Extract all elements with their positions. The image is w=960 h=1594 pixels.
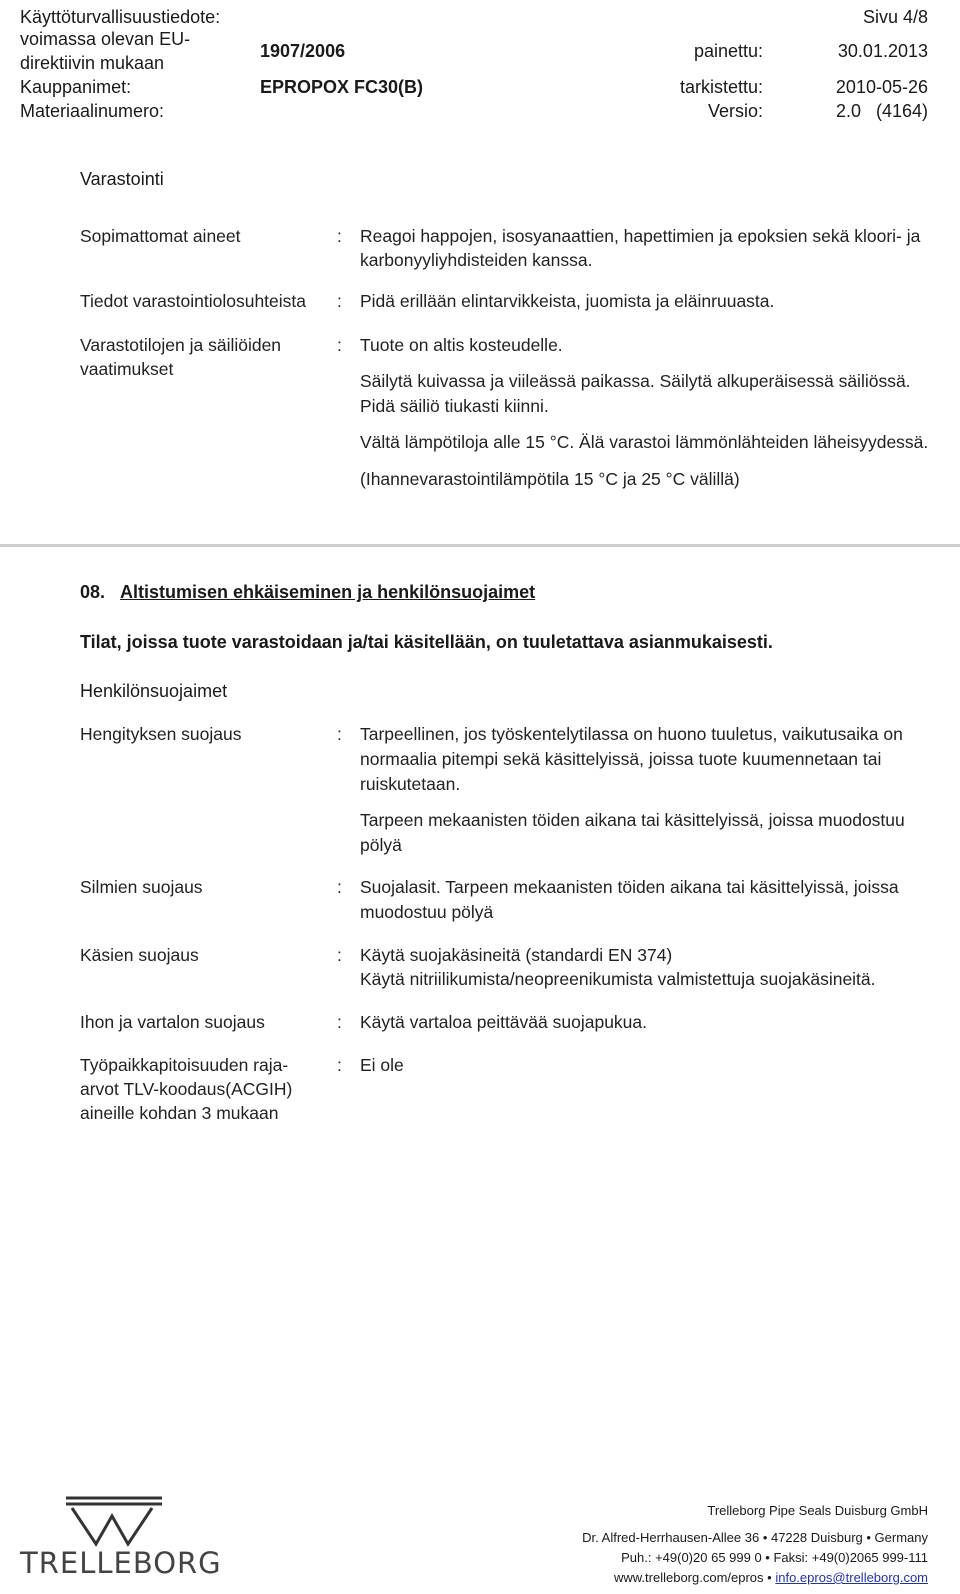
website-link[interactable]: www.trelleborg.com/epros •: [613, 1570, 772, 1585]
company-address: Dr. Alfred-Herrhausen-Allee 36 • 47228 Duisburg • Germany: [582, 1530, 928, 1545]
exposure-limits-label-1: Työpaikkapitoisuuden raja-: [80, 1055, 289, 1075]
hand-protection-label: Käsien suojaus: [80, 945, 199, 965]
section-number: 08.: [80, 582, 106, 602]
colon: :: [337, 291, 342, 311]
trelleborg-logo: [14, 1486, 222, 1586]
company-name: Trelleborg Pipe Seals Duisburg GmbH: [707, 1503, 928, 1518]
storage-conditions-text: Pidä erillään elintarvikkeista, juomista ja eläinruuasta.: [360, 291, 775, 311]
storage-requirements-text-2: Säilytä kuivassa ja viileässä paikassa. Säilytä alkuperäisessä säiliössä.: [360, 371, 911, 391]
section-divider: [0, 544, 960, 547]
trade-name: EPROPOX FC30(B): [260, 77, 424, 97]
logo-text: TRELLEBORG: [20, 1546, 222, 1580]
material-number-label: Materiaalinumero:: [20, 101, 165, 121]
colon: :: [337, 877, 342, 897]
version-code: (4164): [875, 101, 928, 121]
respiratory-protection-text-1: Tarpeellinen, jos työskentelytilassa on huono tuuletus, vaikutusaika on: [360, 724, 903, 744]
regulation-number: 1907/2006: [260, 41, 346, 61]
colon: :: [337, 1012, 342, 1032]
skin-protection-label: Ihon ja vartalon suojaus: [80, 1012, 265, 1032]
exposure-limits-label-2: arvot TLV-koodaus(ACGIH): [80, 1079, 293, 1099]
ventilation-note: Tilat, joissa tuote varastoidaan ja/tai käsitellään, on tuuletattava asianmukaisesti.: [80, 632, 773, 652]
storage-requirements-label-2: vaatimukset: [80, 359, 174, 379]
storage-conditions-label: Tiedot varastointiolosuhteista: [80, 291, 307, 311]
regulation-line-1: voimassa olevan EU-: [20, 29, 191, 49]
storage-requirements-label-1: Varastotilojen ja säiliöiden: [80, 335, 282, 355]
respiratory-protection-label: Hengityksen suojaus: [80, 724, 242, 744]
company-phone: Puh.: +49(0)20 65 999 0 • Faksi: +49(0)2065 999-111: [621, 1550, 928, 1565]
document-type: Käyttöturvallisuustiedote:: [20, 7, 221, 27]
incompatible-materials-label: Sopimattomat aineet: [80, 226, 241, 246]
storage-requirements-text-5: (Ihannevarastointilämpötila 15 °C ja 25 °C välillä): [360, 469, 740, 489]
printed-date: 30.01.2013: [837, 41, 928, 61]
ppe-title: Henkilönsuojaimet: [80, 681, 228, 701]
printed-label: painettu:: [694, 41, 764, 61]
revised-label: tarkistettu:: [680, 77, 764, 97]
exposure-limits-label-3: aineille kohdan 3 mukaan: [80, 1103, 279, 1123]
colon: :: [337, 945, 342, 965]
colon: :: [337, 724, 342, 744]
colon: :: [337, 335, 342, 355]
eye-protection-text-2: muodostuu pölyä: [360, 902, 494, 922]
email-link[interactable]: info.epros@trelleborg.com: [775, 1570, 928, 1585]
revised-date: 2010-05-26: [835, 77, 928, 97]
hand-protection-text-2: Käytä nitriilikumista/neopreenikumista valmistettuja suojakäsineitä.: [360, 969, 876, 989]
section-title: Altistumisen ehkäiseminen ja henkilönsuojaimet: [120, 582, 536, 602]
storage-title: Varastointi: [80, 169, 164, 189]
incompatible-materials-text-1: Reagoi happojen, isosyanaattien, hapettimien ja epoksien sekä kloori- ja: [360, 226, 921, 246]
respiratory-protection-text-3: ruiskutetaan.: [360, 774, 461, 794]
exposure-limits-text: Ei ole: [360, 1055, 404, 1075]
storage-requirements-text-1: Tuote on altis kosteudelle.: [360, 335, 563, 355]
incompatible-materials-text-2: karbonyyliyhdisteiden kanssa.: [360, 250, 593, 270]
eye-protection-label: Silmien suojaus: [80, 877, 203, 897]
company-web: [614, 1569, 928, 1586]
respiratory-protection-text-5: pölyä: [360, 835, 402, 855]
storage-requirements-text-3: Pidä säiliö tiukasti kiinni.: [360, 396, 549, 416]
storage-requirements-text-4: Vältä lämpötiloja alle 15 °C. Älä varastoi lämmönlähteiden läheisyydessä.: [360, 432, 929, 452]
respiratory-protection-text-2: normaalia pitempi sekä käsittelyissä, joissa tuote kuumennetaan tai: [360, 749, 882, 769]
skin-protection-text: Käytä vartaloa peittävää suojapukua.: [360, 1012, 647, 1032]
version-label: Versio:: [708, 101, 764, 121]
eye-protection-text-1: Suojalasit. Tarpeen mekaanisten töiden aikana tai käsittelyissä, joissa: [360, 877, 899, 897]
respiratory-protection-text-4: Tarpeen mekaanisten töiden aikana tai käsittelyissä, joissa muodostuu: [360, 810, 905, 830]
regulation-line-2: direktiivin mukaan: [20, 53, 165, 73]
colon: :: [337, 1055, 342, 1075]
trade-name-label: Kauppanimet:: [20, 77, 132, 97]
hand-protection-text-1: Käytä suojakäsineitä (standardi EN 374): [360, 945, 673, 965]
page-number: Sivu 4/8: [862, 7, 928, 27]
version: 2.0: [836, 101, 862, 121]
colon: :: [337, 226, 342, 246]
